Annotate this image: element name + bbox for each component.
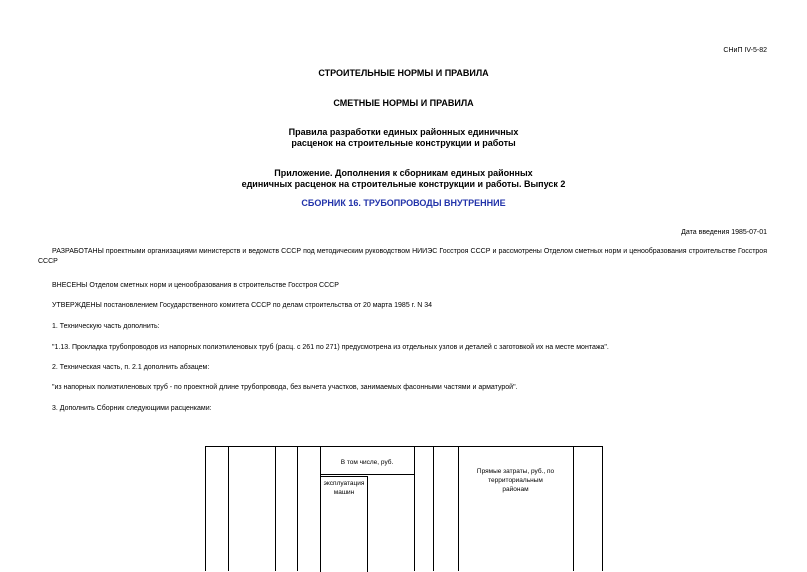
table-col-line [275,446,276,571]
title-estimate-norms: СМЕТНЫЕ НОРМЫ И ПРАВИЛА [333,98,474,108]
title-rules [0,127,807,149]
table-col-line [573,446,574,571]
table-header-including: В том числе, руб. [340,459,394,466]
paragraph-quote-1 [38,343,767,353]
paragraph-approved [38,301,767,311]
collection-title: СБОРНИК 16. ТРУБОПРОВОДЫ ВНУТРЕННИЕ [301,198,506,208]
table-col-line [433,446,434,571]
paragraph-developed-text: РАЗРАБОТАНЫ проектными организациями министерств и ведомств СССР под методическим руководством НИИЭС Госстроя СССР и рассмотрены Отделом сметных норм и ценообразования строительстве Госстроя СССР [38,248,767,265]
title-norms: СТРОИТЕЛЬНЫЕ НОРМЫ И ПРАВИЛА [318,68,489,78]
paragraph-quote-2 [38,383,767,393]
title-rules-line-2: расценок на строительные конструкции и работы [291,138,516,148]
table-header-machines-line-1: эксплуатация [323,480,365,487]
paragraph-item-3 [38,404,767,414]
table-header-machines [320,479,368,497]
paragraph-quote-1-text: "1.13. Прокладка трубопроводов из напорных полиэтиленовых труб (расц. с 261 по 271) предусмотрена из отдельных узлов и деталей с заготовкой их на месте монтажа". [52,344,609,351]
table-col-line [205,446,206,571]
table-col-line [228,446,229,571]
title-rules-line-1: Правила разработки единых районных единичных [288,127,519,137]
table-header-direct-costs-line-2: территориальным [488,477,543,484]
table-subheader-line [320,474,414,475]
paragraph-developed [38,247,767,267]
paragraph-item-3-text: 3. Дополнить Сборник следующими расценками: [52,405,212,412]
table-header-machines-line-2: машин [333,489,355,496]
table-col-line [297,446,298,571]
title-appendix-line-2: единичных расценок на строительные конструкции и работы. Выпуск 2 [241,179,566,189]
table-header-direct-costs [458,467,573,494]
title-appendix [0,168,807,190]
paragraph-item-2-text: 2. Техническая часть, п. 2.1 дополнить абзацем: [52,364,210,371]
table-col-line [458,446,459,571]
table-header-direct-costs-line-1: Прямые затраты, руб., по [476,468,555,475]
paragraph-submitted [38,281,767,291]
paragraph-approved-text: УТВЕРЖДЕНЫ постановлением Государственного комитета СССР по делам строительства от 20 марта 1985 г. N 34 [52,302,433,309]
document-code: СНиП IV-5-82 [723,47,767,54]
paragraph-item-2 [38,363,767,373]
table-col-line [602,446,603,571]
paragraph-quote-2-text: "из напорных полиэтиленовых труб - по проектной длине трубопровода, без вычета участков, занимаемых фасонными частями и арматурой". [52,384,518,391]
table-header-direct-costs-line-3: районам [502,486,529,493]
title-appendix-line-1: Приложение. Дополнения к сборникам единых районных [274,168,533,178]
rates-table [205,446,602,571]
paragraph-submitted-text: ВНЕСЕНЫ Отделом сметных норм и ценообразования в строительстве Госстроя СССР [52,282,339,289]
paragraph-item-1 [38,322,767,332]
table-top-border [205,446,602,447]
paragraph-item-1-text: 1. Техническую часть дополнить: [52,323,160,330]
date-of-introduction: Дата введения 1985-07-01 [681,229,767,236]
table-col-line [414,446,415,571]
